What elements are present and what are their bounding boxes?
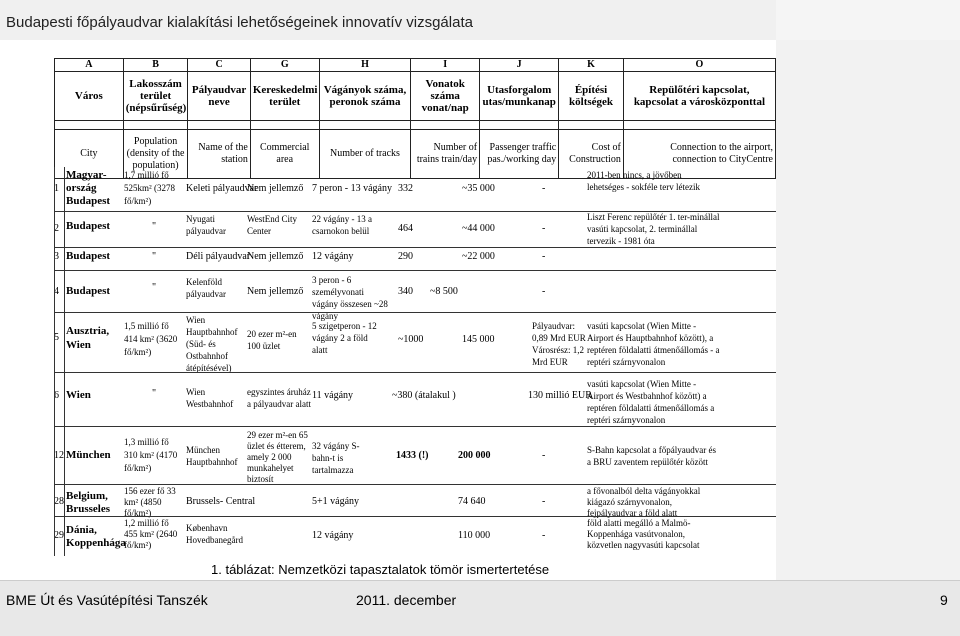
- row-cost: -: [542, 223, 546, 234]
- footer-divider: [0, 580, 960, 581]
- row-trains: ~1000: [398, 334, 424, 345]
- table-row: [0, 167, 722, 211]
- row-city: Budapest: [66, 220, 111, 232]
- table-caption: 1. táblázat: Nemzetközi tapasztalatok tömör ismertertetése: [211, 562, 550, 577]
- row-station: København Hovedbanegård: [186, 523, 243, 545]
- row-cost: -: [542, 286, 546, 297]
- row-divider: [54, 426, 776, 427]
- row-airport: S-Bahn kapcsolat a főpályaudvar és a BRU zaventem repülőtér között: [587, 445, 716, 467]
- row-traffic: 110 000: [458, 530, 491, 541]
- row-airport: a fővonalból delta vágányokkal kiágazó szárnyvonalon, fejpályaudvar a föld alatt: [587, 486, 701, 518]
- title-bar: [0, 0, 960, 40]
- table-row: [0, 376, 722, 424]
- row-cost: -: [542, 530, 546, 541]
- header-cell-en: Name of the station: [188, 130, 251, 179]
- row-cost: -: [542, 496, 546, 507]
- column-divider: [64, 167, 65, 556]
- table-row: [0, 430, 722, 482]
- row-traffic: ~22 000: [462, 251, 495, 262]
- row-station: München Hauptbahnhof: [186, 445, 238, 467]
- header-table: [54, 58, 776, 179]
- header-cell: Vágányok száma, peronok száma: [319, 72, 411, 121]
- row-station: Keleti pályaudvar: [186, 183, 258, 194]
- row-trains: 340: [398, 286, 413, 297]
- row-traffic: ~44 000: [462, 223, 495, 234]
- footer-date: 2011. december: [356, 592, 457, 608]
- header-cell: Lakosszám terület (népsűrűség): [123, 72, 188, 121]
- header-cell-en: Passenger traffic pas./working day: [480, 130, 559, 179]
- row-trains: 332: [398, 183, 413, 194]
- row-population: ": [152, 221, 157, 232]
- row-population: 1,5 millió fő 414 km² (3620 fő/km²): [124, 321, 178, 357]
- row-trains: ~380 (átalakul ): [392, 390, 456, 401]
- row-city: Budapest: [66, 250, 111, 262]
- table-row: [0, 272, 722, 321]
- row-divider: [54, 516, 776, 517]
- header-cell-en: Number of trains train/day: [411, 130, 480, 179]
- row-tracks: 5 szigetperon - 12 vágány 2 a föld alatt: [312, 321, 377, 355]
- row-trains: 290: [398, 251, 413, 262]
- row-divider: [54, 270, 776, 271]
- row-station: Brussels- Central: [186, 496, 256, 507]
- table-row: [0, 211, 722, 247]
- row-population: ": [152, 388, 157, 399]
- row-commercial: WestEnd City Center: [247, 214, 298, 236]
- row-population: ": [152, 251, 157, 262]
- hungarian-header-row: [55, 72, 776, 121]
- table-row: [0, 486, 722, 516]
- row-population: 1,7 millió fő 525km² (3278 fő/km²): [124, 170, 175, 206]
- col-letter: J: [480, 59, 559, 72]
- table-row: [0, 518, 722, 554]
- row-tracks: 12 vágány: [312, 530, 354, 541]
- row-commercial: Nem jellemző: [247, 251, 304, 262]
- row-number: 1: [54, 183, 59, 194]
- row-tracks: 3 peron - 6 személyvonati vágány összesen ~28 vágány: [312, 275, 388, 321]
- header-cell-en: City: [55, 130, 124, 179]
- row-city: Dánia, Koppenhága: [66, 524, 126, 549]
- row-tracks: 11 vágány: [312, 390, 354, 401]
- header-cell-en: Number of tracks: [319, 130, 411, 179]
- row-commercial: 20 ezer m²-en 100 üzlet: [247, 329, 297, 351]
- row-divider: [54, 372, 776, 373]
- row-city: Belgium, Brusseles: [66, 490, 110, 515]
- row-number: 3: [54, 251, 59, 262]
- right-panel: [776, 40, 960, 580]
- row-traffic: ~35 000: [462, 183, 495, 194]
- table-left-border: [54, 167, 55, 556]
- row-commercial: Nem jellemző: [247, 286, 304, 297]
- row-number: 4: [54, 286, 59, 297]
- row-cost: -: [542, 251, 546, 262]
- row-station: Déli pályaudvar: [186, 251, 251, 262]
- column-letters-row: [55, 59, 776, 72]
- row-number: 12: [54, 450, 64, 461]
- row-tracks: 12 vágány: [312, 251, 354, 262]
- row-number: 28: [54, 496, 64, 507]
- row-number: 2: [54, 223, 59, 234]
- header-cell-en: Cost of Construction: [559, 130, 624, 179]
- row-cost: -: [542, 183, 546, 194]
- header-cell: Építési költségek: [559, 72, 624, 121]
- row-station: Wien Westbahnhof: [186, 387, 234, 409]
- row-traffic: ~8 500: [430, 286, 458, 297]
- row-traffic: 74 640: [458, 496, 486, 507]
- row-trains: 1433 (!): [396, 450, 429, 461]
- row-tracks: 5+1 vágány: [312, 496, 360, 507]
- row-commercial: 29 ezer m²-en 65 üzlet és étterem, amely 2 000 munkahelyet biztosít: [247, 430, 308, 484]
- table-row: [0, 314, 722, 373]
- row-cost: -: [542, 450, 546, 461]
- header-cell: Kereskedelmi terület: [250, 72, 319, 121]
- col-letter: C: [188, 59, 251, 72]
- row-number: 5: [54, 332, 59, 343]
- row-city: Wien: [66, 389, 91, 401]
- col-letter: I: [411, 59, 480, 72]
- row-traffic: 200 000: [458, 450, 491, 461]
- separator-row: [55, 121, 776, 130]
- row-airport: Liszt Ferenc repülőtér 1. ter-minállal vasúti kapcsolat, 2. terminállal tervezik - 1981 óta: [587, 212, 720, 246]
- header-cell-en: Commercial area: [250, 130, 319, 179]
- row-station: Wien Hauptbahnhof (Süd- és Ostbahnhof átépítésével): [186, 315, 238, 373]
- header-cell-en: Population (density of the population): [123, 130, 188, 179]
- col-letter: B: [123, 59, 188, 72]
- title-bar-panel: [776, 0, 960, 40]
- header-cell: Vonatok száma vonat/nap: [411, 72, 480, 121]
- row-population: 156 ezer fő 33 km² (4850 fő/km²): [124, 486, 176, 518]
- row-tracks: 22 vágány - 13 a csarnokon belül: [312, 214, 372, 236]
- header-cell-en: Connection to the airport, connection to CityCentre: [623, 130, 775, 179]
- row-divider: [54, 312, 776, 313]
- header-cell: Repülőtéri kapcsolat, kapcsolat a városközponttal: [623, 72, 775, 121]
- col-letter: G: [250, 59, 319, 72]
- row-tracks: 32 vágány S-bahn-t is tartalmazza: [312, 441, 360, 475]
- footer: [0, 580, 960, 636]
- row-traffic: 145 000: [462, 334, 495, 345]
- document-title: Budapesti főpályaudvar kialakítási lehetőségeinek innovatív vizsgálata: [6, 14, 473, 31]
- row-population: 1,2 millió fő 455 km² (2640 fő/km²): [124, 518, 178, 550]
- col-letter: K: [559, 59, 624, 72]
- row-population: 1,3 millió fő 310 km² (4170 fő/km²): [124, 437, 178, 473]
- row-divider: [54, 484, 776, 485]
- row-commercial: egyszintes áruház a pályaudvar alatt: [247, 387, 311, 409]
- row-number: 29: [54, 530, 64, 541]
- row-tracks: 7 peron - 13 vágány: [312, 183, 392, 194]
- row-city: München: [66, 449, 111, 461]
- row-divider: [54, 247, 776, 248]
- col-letter: A: [55, 59, 124, 72]
- row-divider: [54, 211, 776, 212]
- header-cell: Utasforgalom utas/munkanap: [480, 72, 559, 121]
- col-letter: H: [319, 59, 411, 72]
- page-number: 9: [940, 592, 948, 608]
- row-city: Magyar-ország Budapest: [66, 169, 111, 207]
- footer-department: BME Út és Vasútépítési Tanszék: [6, 592, 208, 608]
- row-trains: 464: [398, 223, 413, 234]
- row-airport: föld alatti megálló a Malmö-Koppenhága vasútvonalon, közvetlen nagyvasúti kapcsolat: [587, 518, 700, 550]
- row-commercial: Nem jellemző: [247, 183, 304, 194]
- col-letter: O: [623, 59, 775, 72]
- row-airport: vasúti kapcsolat (Wien Mitte - Airport és Hauptbahnhof között), a reptéren földalatti átmenőállomás - a reptéri szárnyvonalon: [587, 321, 720, 367]
- row-number: 6: [54, 390, 59, 401]
- row-station: Kelenföld pályaudvar: [186, 277, 226, 299]
- row-cost: Pályaudvar: 0,89 Mrd EUR Városrész: 1,2 Mrd EUR: [532, 321, 586, 367]
- row-city: Ausztria, Wien: [66, 325, 110, 351]
- header-cell: Város: [55, 72, 124, 121]
- row-station: Nyugati pályaudvar: [186, 214, 226, 236]
- row-cost: 130 millió EUR: [528, 390, 592, 401]
- row-population: ": [152, 282, 157, 293]
- row-airport: 2011-ben nincs, a jövőben lehetséges - sokféle terv létezik: [587, 170, 700, 192]
- table-row: [0, 247, 722, 269]
- header-cell: Pályaudvar neve: [188, 72, 251, 121]
- row-city: Budapest: [66, 285, 111, 297]
- row-airport: vasúti kapcsolat (Wien Mitte - Airport és Westbahnhof között) a reptéren földalatti átmenőállomás a reptéri szárnyvonalon: [587, 379, 715, 425]
